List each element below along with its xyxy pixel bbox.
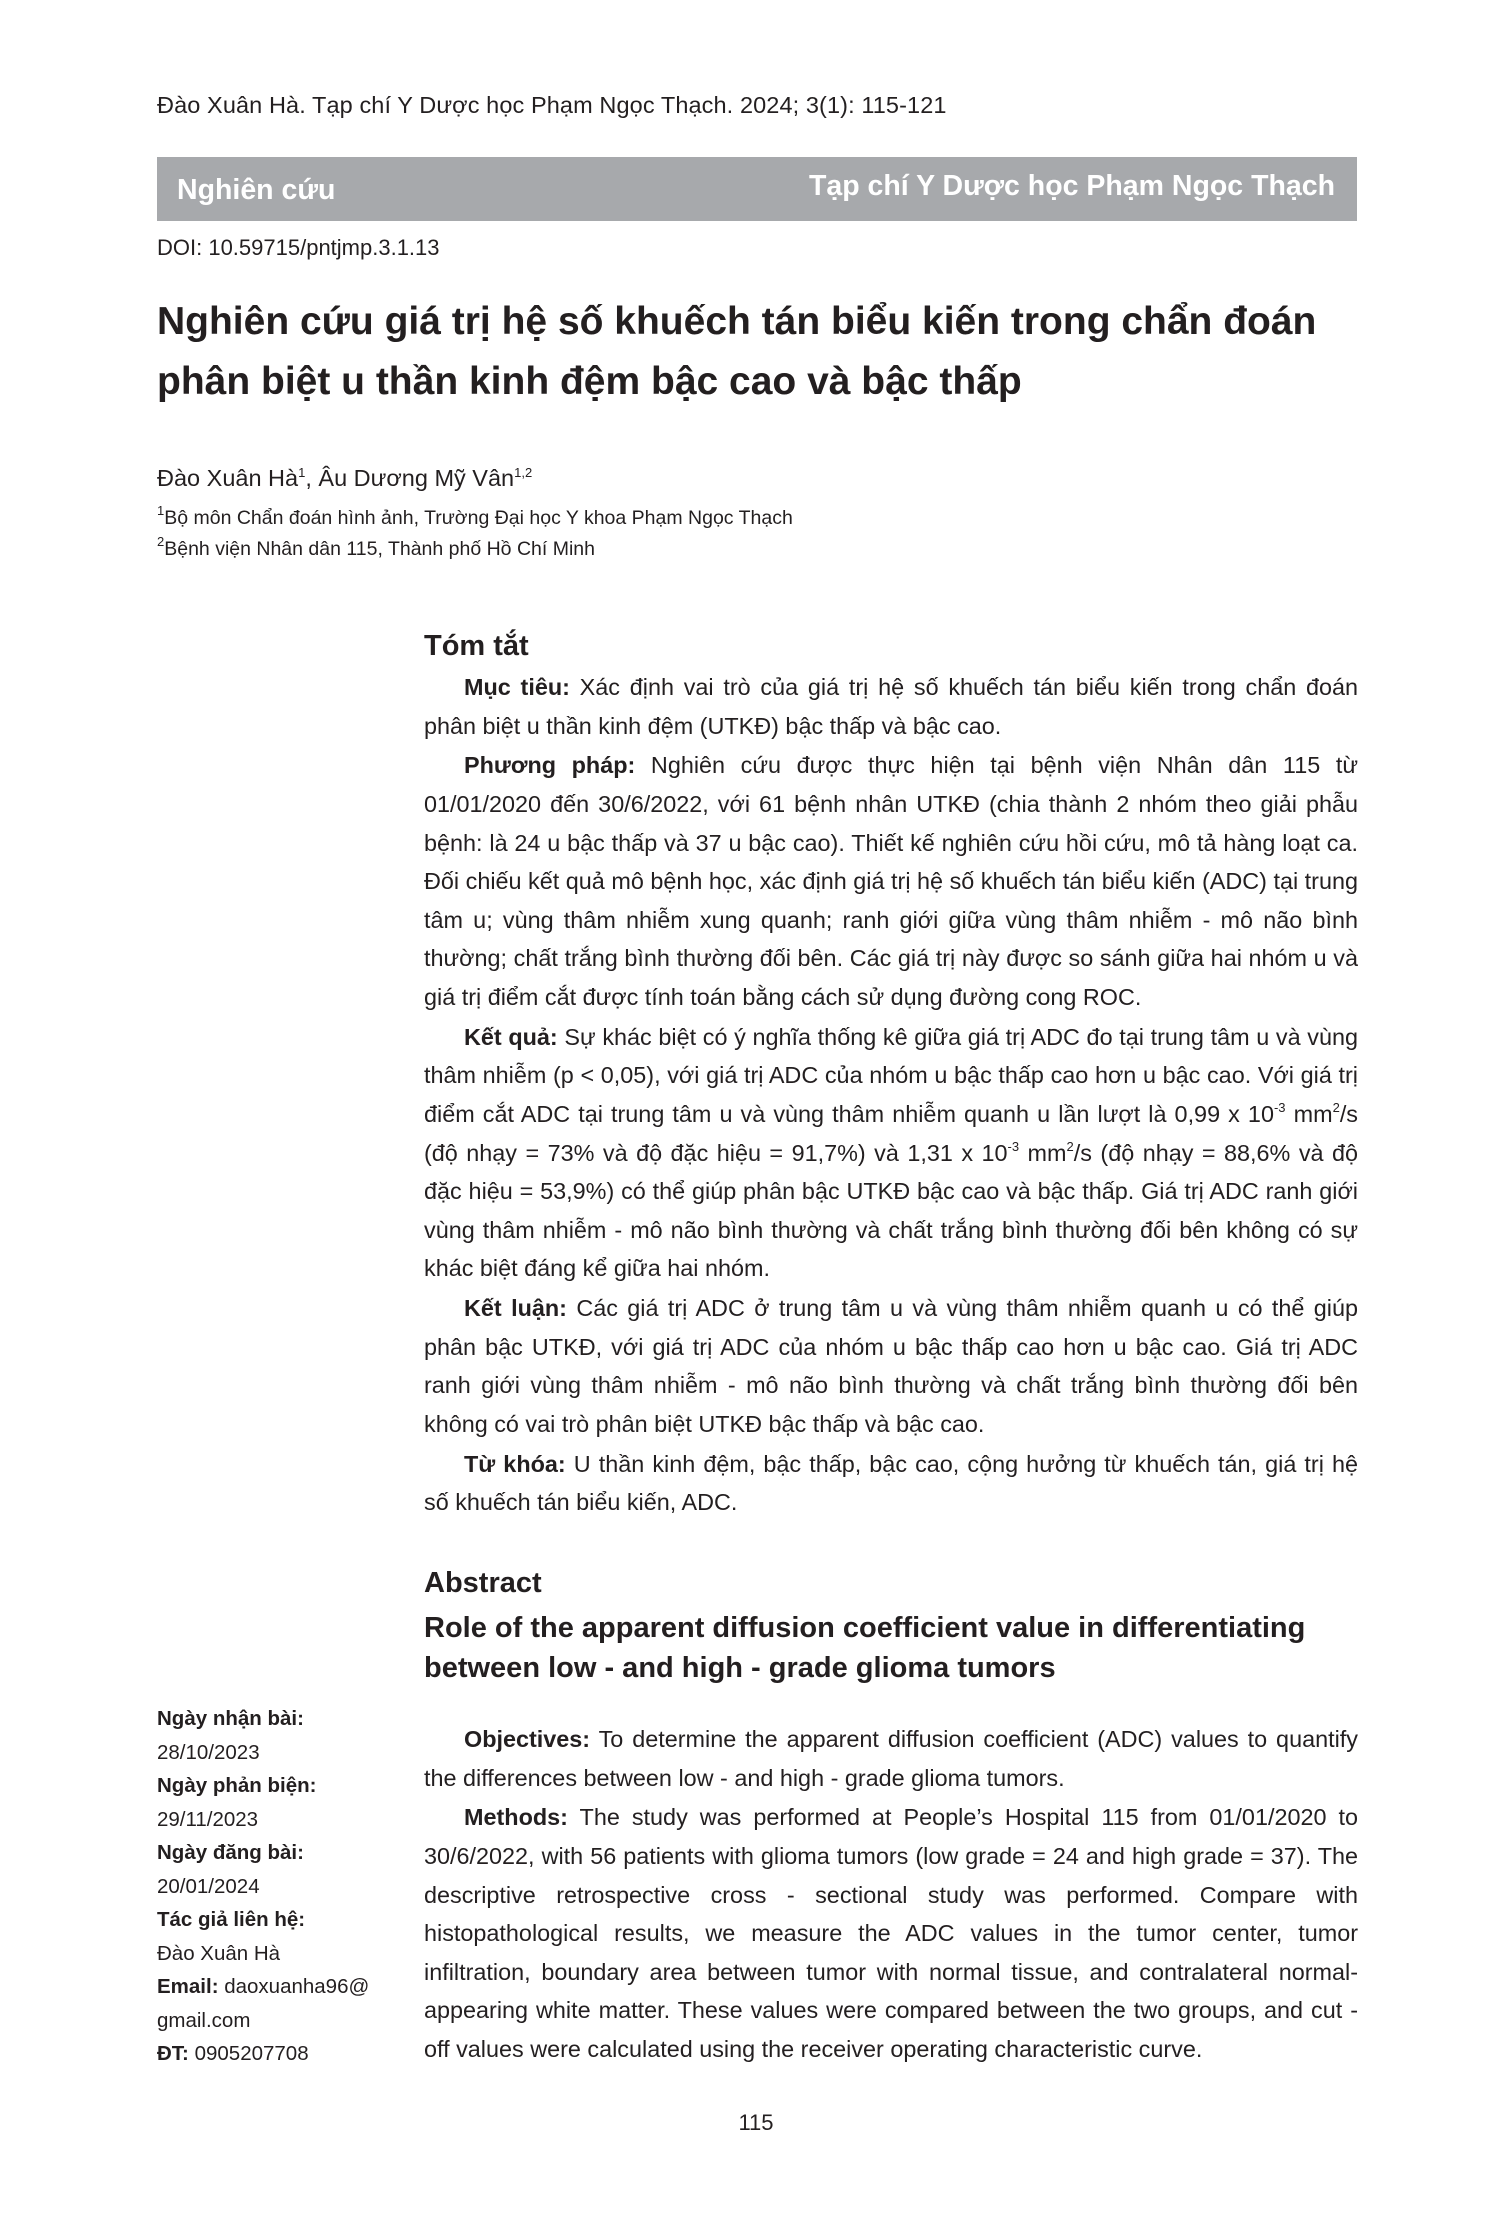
paragraph-label: Mục tiêu: <box>464 674 570 700</box>
affiliation-marker: 1 <box>157 503 165 518</box>
exponent: 2 <box>1332 1099 1340 1115</box>
journal-citation: Đào Xuân Hà. Tạp chí Y Dược học Phạm Ngọc Thạch. 2024; 3(1): 115-121 <box>157 92 947 118</box>
affiliation-marker: 2 <box>157 534 165 549</box>
banner-section-label: Nghiên cứu <box>177 174 336 206</box>
received-label: Ngày nhận bài: <box>157 1707 304 1730</box>
contact-name: Đào Xuân Hà <box>157 1941 281 1965</box>
paragraph-label: Kết quả: <box>464 1023 558 1050</box>
summary-result <box>424 1018 1358 1288</box>
affiliation-marker: 1 <box>298 465 306 480</box>
email-value-part2[interactable]: gmail.com <box>157 2008 251 2032</box>
affiliation-1 <box>157 503 793 530</box>
author-name: Đào Xuân Hà <box>157 465 299 491</box>
abstract-heading: Abstract <box>424 1567 542 1599</box>
summary-heading: Tóm tắt <box>424 630 529 662</box>
exponent: -3 <box>1007 1138 1020 1154</box>
article-info-sidebar <box>157 1702 402 2071</box>
email-value-part1: daoxuanha96@ <box>218 1975 370 1998</box>
abstract-objectives <box>424 1720 1358 1797</box>
exponent: 2 <box>1066 1138 1074 1154</box>
affiliation-text: Bệnh viện Nhân dân 115, Thành phố Hồ Chí Minh <box>164 538 595 560</box>
contact-label: Tác giả liên hệ: <box>157 1908 306 1931</box>
summary-method <box>424 746 1358 1016</box>
abstract-methods <box>424 1798 1358 2068</box>
affiliation-marker: 1,2 <box>514 465 533 480</box>
banner-journal-name: Tạp chí Y Dược học Phạm Ngọc Thạch <box>808 170 1335 202</box>
phone-value: 0905207708 <box>188 2042 309 2065</box>
paragraph-text: The study was performed at People’s Hospital 115 from 01/01/2020 to 30/6/2022, with 56 patients with glioma tumors (low grade = 24 and high grade = 37). The descriptive retrospective cross - sectional study was performed. Compare with histopathological results, we measure the ADC values in the tumor center, tumor infiltration, boundary area between tumor with normal tissue, and contralateral normal-appearing white matter. These values were compared between the two groups, and cut - off values were calculated using the receiver operating characteristic curve. <box>424 1804 1358 2062</box>
paragraph-text: mm <box>1285 1100 1333 1127</box>
paragraph-label: Kết luận: <box>464 1295 567 1322</box>
paragraph-text: Sự khác biệt có ý nghĩa thống kê giữa giá trị ADC đo tại trung tâm u và vùng thâm nhiễm (p < 0,05), với giá trị ADC của nhóm u bậc thấp cao hơn u bậc cao. Với giá trị điểm cắt ADC tại trung tâm u và vùng thâm nhiễm quanh u lần lượt là 0,99 x 10 <box>424 1023 1358 1127</box>
paragraph-text: mm <box>1019 1139 1067 1166</box>
paragraph-label: Objectives: <box>464 1726 591 1752</box>
abstract-body <box>424 1720 1358 2070</box>
received-date: 28/10/2023 <box>157 1740 260 1764</box>
email-line[interactable] <box>157 1970 402 2004</box>
abstract-title: Role of the apparent diffusion coefficient value in differentiating between low - and high - grade glioma tumors <box>424 1612 1306 1684</box>
paragraph-text: U thần kinh đệm, bậc thấp, bậc cao, cộng hưởng từ khuếch tán, giá trị hệ số khuếch tán biểu kiến, ADC. <box>424 1450 1358 1516</box>
paragraph-label: Methods: <box>464 1804 568 1831</box>
paragraph-text: /s (độ nhạy = 88,6% và độ đặc hiệu = 53,9%) có thể giúp phân bậc UTKĐ bậc cao và bậc thấp. Giá trị ADC ranh giới vùng thâm nhiễm - mô não bình thường và chất trắng bình thường đối bên không có sự khác biệt đáng kể giữa hai nhóm. <box>424 1139 1359 1282</box>
author-list <box>157 465 532 492</box>
published-label: Ngày đăng bài: <box>157 1841 304 1864</box>
paragraph-text: /s (độ nhạy = 73% và độ đặc hiệu = 91,7%) và 1,31 x 10 <box>424 1100 1359 1166</box>
article-title: Nghiên cứu giá trị hệ số khuếch tán biểu kiến trong chẩn đoán phân biệt u thần kinh đệm bậc cao và bậc thấp <box>157 300 1317 403</box>
exponent: -3 <box>1273 1099 1286 1115</box>
email-label: Email: <box>157 1975 219 1998</box>
phone-line <box>157 2037 402 2071</box>
affiliation-2 <box>157 534 595 561</box>
paragraph-text: Các giá trị ADC ở trung tâm u và vùng thâm nhiễm quanh u có thể giúp phân bậc UTKĐ, với giá trị ADC của nhóm u bậc thấp cao hơn u bậc cao. Giá trị ADC ranh giới vùng thâm nhiễm - mô não bình thường và chất trắng bình thường đối bên không có vai trò phân biệt UTKĐ bậc thấp và bậc cao. <box>424 1295 1359 1437</box>
page-number: 115 <box>738 2110 774 2135</box>
paragraph-label: Từ khóa: <box>464 1450 566 1477</box>
summary-objective <box>424 668 1358 745</box>
published-date: 20/01/2024 <box>157 1874 260 1898</box>
doi[interactable]: DOI: 10.59715/pntjmp.3.1.13 <box>157 235 440 260</box>
summary-conclusion <box>424 1289 1358 1443</box>
affiliation-text: Bộ môn Chẩn đoán hình ảnh, Trường Đại học Y khoa Phạm Ngọc Thạch <box>164 507 793 529</box>
summary-body <box>424 668 1358 1523</box>
paragraph-label: Phương pháp: <box>464 752 636 779</box>
author-separator: , <box>305 465 319 491</box>
author-name: Âu Dương Mỹ Vân <box>318 465 515 491</box>
journal-banner <box>157 157 1357 221</box>
paragraph-text: Xác định vai trò của giá trị hệ số khuếch tán biểu kiến trong chẩn đoán phân biệt u thần kinh đệm (UTKĐ) bậc thấp và bậc cao. <box>424 674 1359 739</box>
phone-label: ĐT: <box>157 2042 189 2065</box>
paragraph-text: To determine the apparent diffusion coefficient (ADC) values to quantify the differences between low - and high - grade glioma tumors. <box>424 1726 1358 1791</box>
reviewed-date: 29/11/2023 <box>157 1807 259 1831</box>
paragraph-text: Nghiên cứu được thực hiện tại bệnh viện Nhân dân 115 từ 01/01/2020 đến 30/6/2022, với 61 bệnh nhân UTKĐ (chia thành 2 nhóm theo giải phẫu bệnh: là 24 u bậc thấp và 37 u bậc cao). Thiết kế nghiên cứu hồi cứu, mô tả hàng loạt ca. Đối chiếu kết quả mô bệnh học, xác định giá trị hệ số khuếch tán biểu kiến (ADC) tại trung tâm u; vùng thâm nhiễm xung quanh; ranh giới giữa vùng thâm nhiễm - mô não bình thường; chất trắng bình thường đối bên. Các giá trị này được so sánh giữa hai nhóm u và giá trị điểm cắt được tính toán bằng cách sử dụng đường cong ROC. <box>424 752 1358 1010</box>
reviewed-label: Ngày phản biện: <box>157 1774 317 1797</box>
summary-keywords <box>424 1445 1358 1522</box>
